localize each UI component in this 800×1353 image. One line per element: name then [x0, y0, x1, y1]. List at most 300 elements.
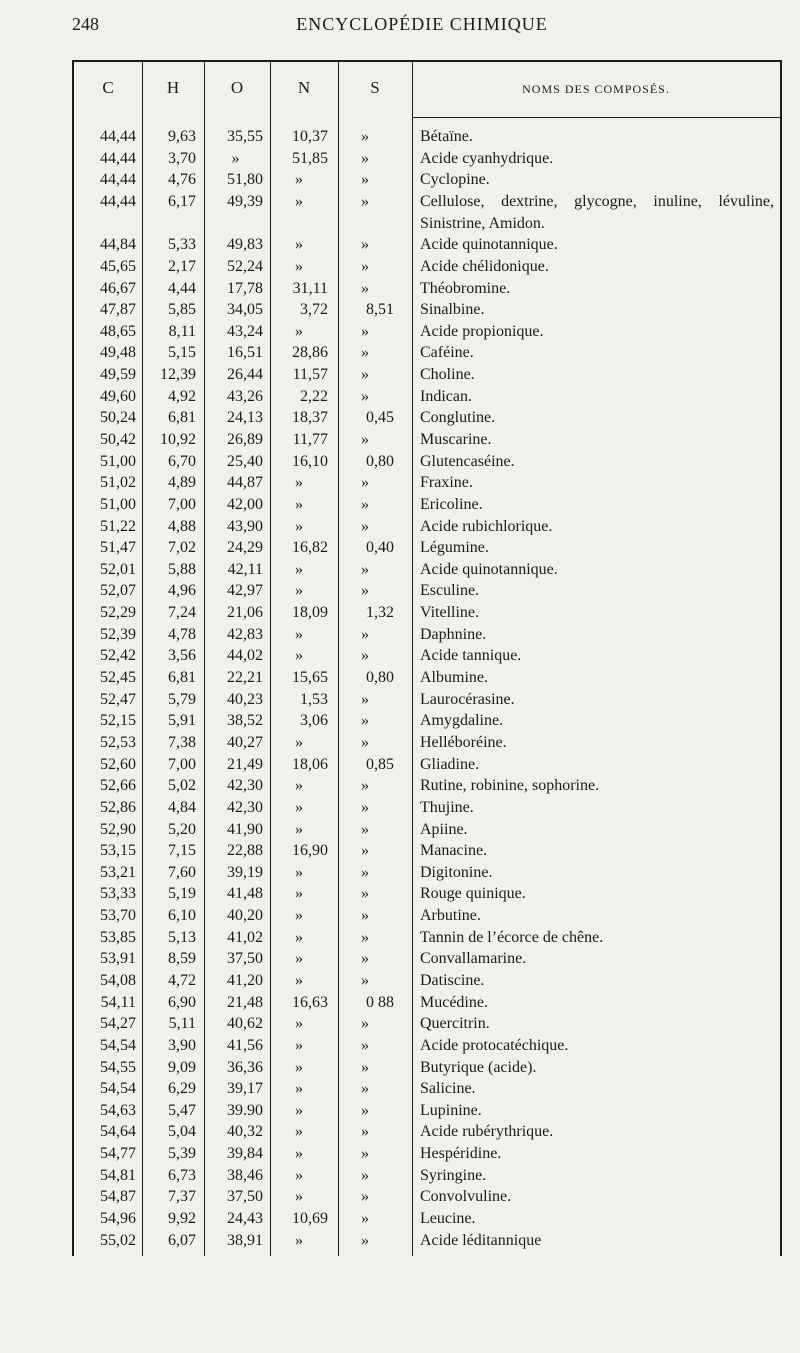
cell-n: »	[295, 928, 303, 946]
cell-c: 47,87	[100, 301, 136, 319]
cell-h: 4,72	[168, 972, 196, 989]
table-row	[74, 797, 780, 819]
table-row	[74, 191, 780, 234]
cell-c: 53,70	[100, 907, 136, 925]
compound-name: Acide propionique.	[420, 322, 544, 340]
cell-o: 42,83	[227, 625, 263, 643]
cell-c: 49,59	[100, 366, 136, 384]
cell-h: 4,84	[168, 798, 196, 816]
cell-c: 52,90	[100, 820, 136, 838]
table-row	[74, 775, 780, 797]
cell-h: 5,47	[168, 1101, 196, 1119]
cell-n: »	[295, 582, 303, 600]
cell-n: »	[295, 517, 303, 535]
cell-n: 11,77	[292, 430, 328, 448]
cell-c: 54,63	[100, 1101, 136, 1119]
compound-name: Digitonine.	[420, 863, 493, 881]
cell-s: »	[361, 972, 369, 989]
cell-s: »	[361, 279, 369, 297]
cell-h: 7,00	[168, 755, 196, 773]
cell-n: »	[295, 972, 303, 989]
table-row	[74, 299, 780, 321]
cell-c: 54,64	[100, 1123, 136, 1141]
cell-c: 54,87	[100, 1188, 136, 1206]
cell-h: 5,33	[168, 236, 196, 254]
compound-name: Acide cyanhydrique.	[420, 149, 554, 167]
composition-table	[72, 60, 782, 1256]
cell-s: »	[361, 863, 369, 881]
cell-h: 6,81	[168, 409, 196, 427]
cell-s: »	[361, 733, 369, 751]
cell-c: 53,15	[100, 842, 136, 860]
column-header-names: NOMS DES COMPOSÉS.	[522, 82, 670, 96]
cell-h: 3,90	[168, 1036, 196, 1054]
cell-s: »	[361, 128, 369, 145]
cell-s: »	[361, 257, 369, 275]
page-header	[72, 14, 772, 40]
cell-h: 2,17	[168, 257, 196, 275]
table-row	[74, 645, 780, 667]
cell-s: »	[361, 625, 369, 643]
cell-n: »	[295, 1166, 303, 1184]
cell-c: 54,11	[100, 993, 136, 1011]
cell-s: »	[361, 1058, 369, 1076]
cell-n: 16,90	[292, 842, 328, 860]
cell-o: 21,06	[227, 604, 263, 622]
cell-o: 40,32	[227, 1123, 263, 1141]
cell-c: 54,55	[100, 1058, 136, 1076]
cell-n: »	[295, 257, 303, 275]
compound-name: Convallamarine.	[420, 950, 527, 968]
table-row	[74, 1100, 780, 1122]
cell-n: 3,72	[300, 301, 328, 319]
cell-s: »	[361, 474, 369, 492]
cell-n: 31,11	[292, 279, 328, 297]
compound-name: Quercitrin.	[420, 1015, 490, 1033]
cell-o: 42,97	[227, 582, 263, 600]
compound-name: Théobromine.	[420, 279, 511, 297]
cell-o: 34,05	[227, 301, 263, 319]
cell-h: 4,78	[168, 625, 196, 643]
table-row	[74, 689, 780, 711]
cell-n: »	[295, 1145, 303, 1163]
table-row	[74, 732, 780, 754]
cell-n: »	[295, 647, 303, 665]
cell-c: 52,45	[100, 669, 136, 687]
compound-name: Syringine.	[420, 1166, 487, 1184]
compound-name: Datiscine.	[420, 972, 485, 989]
cell-o: 42,30	[227, 798, 263, 816]
cell-h: 5,20	[168, 820, 196, 838]
column-header-n: N	[297, 78, 311, 97]
cell-o: 43,24	[227, 322, 263, 340]
cell-n: »	[295, 1015, 303, 1033]
compound-name: Amygdaline.	[420, 712, 504, 730]
cell-o: 21,48	[227, 993, 263, 1011]
cell-h: 6,70	[168, 452, 196, 470]
compound-name: Caféine.	[420, 344, 474, 362]
cell-c: 53,85	[100, 928, 136, 946]
cell-o: 36,36	[227, 1058, 263, 1076]
cell-c: 54,81	[100, 1166, 136, 1184]
table-row	[74, 624, 780, 646]
cell-h: 7,02	[168, 539, 196, 557]
cell-c: 51,00	[100, 452, 136, 470]
cell-n: »	[295, 495, 303, 513]
cell-o: 39,19	[227, 863, 263, 881]
cell-c: 52,01	[100, 560, 136, 578]
table-row	[74, 407, 780, 429]
cell-h: 7,38	[168, 733, 196, 751]
cell-o: 22,21	[227, 669, 263, 687]
table-row	[74, 1143, 780, 1165]
cell-n: »	[295, 907, 303, 925]
cell-s: »	[361, 322, 369, 340]
cell-h: 6,07	[168, 1231, 196, 1249]
compound-name: Mucédine.	[420, 993, 488, 1011]
cell-o: 49,83	[227, 236, 263, 254]
cell-h: 7,00	[168, 495, 196, 513]
cell-h: 5,39	[168, 1145, 196, 1163]
cell-h: 12,39	[160, 366, 196, 384]
cell-h: 7,15	[168, 842, 196, 860]
compound-name: Butyrique (acide).	[420, 1058, 537, 1076]
cell-s: 8,51	[366, 301, 394, 319]
cell-s: 0,80	[366, 669, 394, 687]
cell-h: 6,81	[168, 669, 196, 687]
cell-c: 53,91	[100, 950, 136, 968]
cell-h: 3,56	[168, 647, 196, 665]
cell-h: 4,96	[168, 582, 196, 600]
compound-name: Indican.	[420, 387, 472, 405]
compound-name: Albumine.	[420, 669, 488, 687]
cell-c: 49,60	[100, 387, 136, 405]
cell-c: 54,08	[100, 972, 136, 989]
cell-n: »	[295, 1231, 303, 1249]
cell-s: »	[361, 1123, 369, 1141]
table-row	[74, 472, 780, 494]
cell-s: »	[361, 1080, 369, 1098]
cell-h: 4,92	[168, 387, 196, 405]
cell-s: »	[361, 647, 369, 665]
cell-n: 16,10	[292, 452, 328, 470]
table-row	[74, 1208, 780, 1230]
compound-name: Daphnine.	[420, 625, 487, 643]
cell-h: 7,37	[168, 1188, 196, 1206]
cell-h: 9,63	[168, 128, 196, 145]
cell-h: 6,73	[168, 1166, 196, 1184]
cell-o: 40,20	[227, 907, 263, 925]
cell-s: »	[361, 885, 369, 903]
table-row	[74, 278, 780, 300]
compound-name: Conglutine.	[420, 409, 496, 427]
cell-n: »	[295, 1058, 303, 1076]
compound-name: Cellulose, dextrine, glycogne, inuline, lévuline, Sinistrine, Amidon.	[420, 192, 774, 232]
cell-n: »	[295, 1188, 303, 1206]
cell-n: »	[295, 236, 303, 254]
cell-s: »	[361, 798, 369, 816]
column-header-o: O	[230, 78, 244, 97]
cell-n: »	[295, 1101, 303, 1119]
cell-o: 24,29	[227, 539, 263, 557]
cell-c: 49,48	[100, 344, 136, 362]
table-row	[74, 321, 780, 343]
cell-o: 49,39	[227, 192, 263, 210]
cell-n: »	[295, 863, 303, 881]
cell-s: »	[361, 1145, 369, 1163]
cell-h: 5,13	[168, 928, 196, 946]
cell-h: 7,24	[168, 604, 196, 622]
compound-name: Muscarine.	[420, 430, 492, 448]
table-row	[74, 169, 780, 191]
table-row	[74, 1165, 780, 1187]
cell-h: 6,10	[168, 907, 196, 925]
cell-s: 0,85	[366, 755, 394, 773]
cell-s: »	[361, 495, 369, 513]
page-number: 248	[72, 14, 99, 34]
cell-o: 40,27	[227, 733, 263, 751]
cell-s: »	[361, 1188, 369, 1206]
cell-n: 10,37	[292, 128, 328, 145]
table-row	[74, 364, 780, 386]
cell-c: 45,65	[100, 257, 136, 275]
compound-name: Légumine.	[420, 539, 489, 557]
cell-c: 52,66	[100, 777, 136, 795]
cell-n: 16,82	[292, 539, 328, 557]
cell-o: 38,46	[227, 1166, 263, 1184]
cell-n: »	[295, 560, 303, 578]
cell-n: 3,06	[300, 712, 328, 730]
cell-c: 46,67	[100, 279, 136, 297]
cell-h: 5,85	[168, 301, 196, 319]
cell-s: 0,80	[366, 452, 394, 470]
table-row	[74, 580, 780, 602]
cell-n: »	[295, 733, 303, 751]
cell-n: »	[295, 625, 303, 643]
cell-c: 52,47	[100, 690, 136, 708]
names-header-rule	[412, 117, 780, 118]
table-row	[74, 819, 780, 841]
cell-h: 6,17	[168, 192, 196, 210]
compound-name: Gliadine.	[420, 755, 480, 773]
cell-h: 4,88	[168, 517, 196, 535]
compound-name: Tannin de l’écorce de chêne.	[420, 928, 604, 946]
cell-n: 1,53	[300, 690, 328, 708]
cell-o: 22,88	[227, 842, 263, 860]
cell-s: »	[361, 842, 369, 860]
cell-s: »	[361, 690, 369, 708]
cell-n: »	[295, 474, 303, 492]
cell-h: 4,89	[168, 474, 196, 492]
table-row	[74, 992, 780, 1014]
compound-name: Lupinine.	[420, 1101, 482, 1119]
cell-o: 41,56	[227, 1036, 263, 1054]
cell-o: 41,90	[227, 820, 263, 838]
cell-s: »	[361, 950, 369, 968]
cell-c: 52,60	[100, 755, 136, 773]
table-row	[74, 840, 780, 862]
compound-name: Rouge quinique.	[420, 885, 526, 903]
cell-o: 17,78	[227, 279, 263, 297]
compound-name: Convolvuline.	[420, 1188, 512, 1206]
table-row	[74, 905, 780, 927]
cell-s: »	[361, 366, 369, 384]
cell-o: 26,89	[227, 430, 263, 448]
table-row	[74, 970, 780, 992]
cell-o: 51,80	[227, 171, 263, 189]
cell-h: 5,15	[168, 344, 196, 362]
cell-h: 9,09	[168, 1058, 196, 1076]
cell-o: 35,55	[227, 128, 263, 145]
cell-s: »	[361, 1210, 369, 1228]
cell-o: 40,23	[227, 690, 263, 708]
cell-n: »	[295, 1080, 303, 1098]
table-row	[74, 1078, 780, 1100]
compound-name: Fraxine.	[420, 474, 473, 492]
cell-h: 5,88	[168, 560, 196, 578]
cell-s: »	[361, 171, 369, 189]
cell-h: 8,11	[168, 322, 196, 340]
cell-s: 0 88	[366, 993, 394, 1011]
cell-n: 51,85	[292, 149, 328, 167]
compound-name: Vitelline.	[420, 604, 480, 622]
cell-o: 37,50	[227, 950, 263, 968]
compound-name: Acide quinotannique.	[420, 236, 558, 254]
table-row	[74, 1013, 780, 1035]
cell-n: 18,06	[292, 755, 328, 773]
cell-o: 42,11	[227, 560, 263, 578]
cell-h: 8,59	[168, 950, 196, 968]
cell-c: 44,84	[100, 236, 136, 254]
table-row	[74, 1057, 780, 1079]
cell-n: »	[295, 192, 303, 210]
table-row	[74, 386, 780, 408]
cell-c: 48,65	[100, 322, 136, 340]
cell-o: 41,20	[227, 972, 263, 989]
table-row	[74, 1121, 780, 1143]
cell-s: »	[361, 430, 369, 448]
cell-o: 37,50	[227, 1188, 263, 1206]
cell-h: 7,60	[168, 863, 196, 881]
cell-c: 52,39	[100, 625, 136, 643]
table-row	[74, 602, 780, 624]
cell-c: 52,42	[100, 647, 136, 665]
compound-name: Acide chélidonique.	[420, 257, 549, 275]
compound-name: Acide protocatéchique.	[420, 1036, 569, 1054]
cell-n: 18,37	[292, 409, 328, 427]
cell-c: 44,44	[100, 149, 136, 167]
column-header-s: S	[370, 78, 380, 97]
cell-h: 5,04	[168, 1123, 196, 1141]
cell-c: 55,02	[100, 1231, 136, 1249]
compound-name: Thujine.	[420, 798, 474, 816]
cell-c: 52,15	[100, 712, 136, 730]
cell-o: 42,30	[227, 777, 263, 795]
cell-o: 39,17	[227, 1080, 263, 1098]
cell-h: 3,70	[168, 149, 196, 167]
cell-n: »	[295, 798, 303, 816]
cell-h: 4,44	[168, 279, 196, 297]
compound-name: Helléboréine.	[420, 733, 507, 751]
cell-s: 0,40	[366, 539, 394, 557]
cell-o: 38,52	[227, 712, 263, 730]
compound-name: Acide léditannique	[420, 1231, 542, 1249]
cell-c: 50,42	[100, 430, 136, 448]
table-row	[74, 1035, 780, 1057]
cell-s: »	[361, 517, 369, 535]
cell-s: »	[361, 560, 369, 578]
compound-name: Cyclopine.	[420, 171, 490, 189]
compound-name: Apiine.	[420, 820, 468, 838]
cell-c: 52,29	[100, 604, 136, 622]
cell-s: »	[361, 582, 369, 600]
compound-name: Choline.	[420, 366, 475, 384]
table-row	[74, 148, 780, 170]
cell-s: 1,32	[366, 604, 394, 622]
cell-n: »	[295, 171, 303, 189]
cell-o: 24,13	[227, 409, 263, 427]
table-row	[74, 667, 780, 689]
cell-h: 5,19	[168, 885, 196, 903]
compound-name: Esculine.	[420, 582, 480, 600]
cell-s: »	[361, 712, 369, 730]
cell-c: 52,53	[100, 733, 136, 751]
compound-name: Hespéridine.	[420, 1145, 502, 1163]
cell-s: »	[361, 192, 369, 210]
cell-s: »	[361, 1015, 369, 1033]
compound-name: Sinalbine.	[420, 301, 485, 319]
table-body	[74, 126, 780, 1251]
cell-c: 54,54	[100, 1080, 136, 1098]
cell-o: 38,91	[227, 1231, 263, 1249]
cell-o: 40,62	[227, 1015, 263, 1033]
table-row	[74, 1230, 780, 1252]
cell-s: »	[361, 387, 369, 405]
compound-name: Leucine.	[420, 1210, 476, 1228]
compound-name: Laurocérasine.	[420, 690, 515, 708]
table-row	[74, 126, 780, 148]
cell-c: 52,86	[100, 798, 136, 816]
cell-c: 53,21	[100, 863, 136, 881]
cell-o: 43,26	[227, 387, 263, 405]
cell-c: 54,96	[100, 1210, 136, 1228]
cell-s: 0,45	[366, 409, 394, 427]
cell-c: 51,22	[100, 517, 136, 535]
cell-c: 54,54	[100, 1036, 136, 1054]
cell-o: 21,49	[227, 755, 263, 773]
cell-h: 5,79	[168, 690, 196, 708]
cell-o: 42,00	[227, 495, 263, 513]
cell-n: 18,09	[292, 604, 328, 622]
cell-o: 44,87	[227, 474, 263, 492]
compound-name: Acide rubichlorique.	[420, 517, 553, 535]
table-row	[74, 927, 780, 949]
cell-n: 28,86	[292, 344, 328, 362]
cell-n: 2,22	[300, 387, 328, 405]
cell-n: »	[295, 820, 303, 838]
cell-h: 6,90	[168, 993, 196, 1011]
cell-n: »	[295, 1123, 303, 1141]
running-title: ENCYCLOPÉDIE CHIMIQUE	[296, 14, 548, 34]
cell-h: 5,02	[168, 777, 196, 795]
cell-c: 51,47	[100, 539, 136, 557]
cell-h: 9,92	[168, 1210, 196, 1228]
cell-c: 54,27	[100, 1015, 136, 1033]
table-row	[74, 883, 780, 905]
cell-n: 11,57	[292, 366, 328, 384]
table-row	[74, 559, 780, 581]
cell-n: »	[295, 777, 303, 795]
